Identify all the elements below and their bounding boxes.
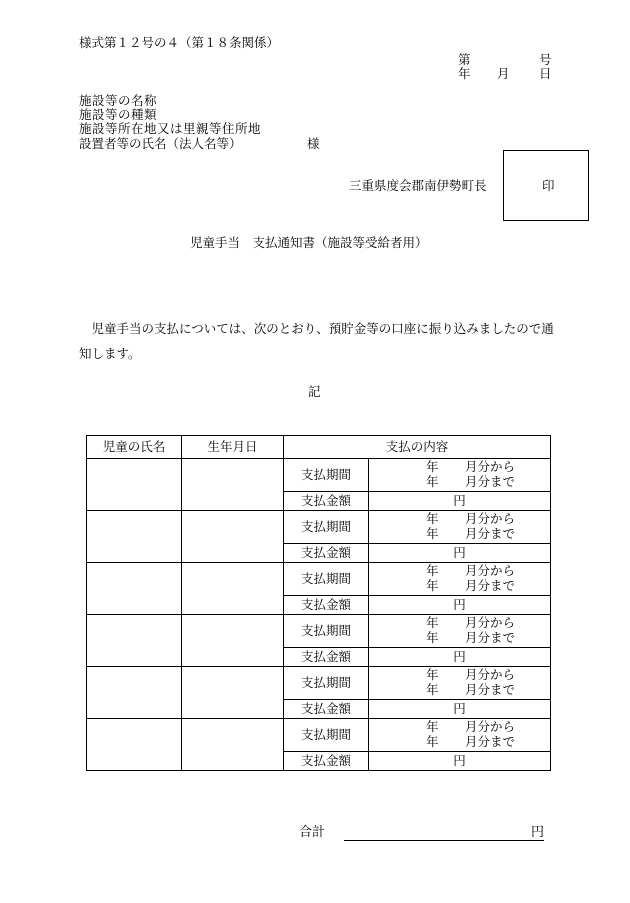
- period-to-text: 月分まで: [465, 682, 516, 697]
- period-from-text: 月分から: [465, 459, 516, 474]
- founder-name-label: 設置者等の氏名（法人名等）: [79, 136, 242, 151]
- child-name-cell: [87, 563, 182, 615]
- amount-value-cell: 円: [369, 752, 551, 771]
- header-payment-details: 支払の内容: [284, 436, 551, 459]
- period-from-text: 月分から: [465, 615, 516, 630]
- period-to-text: 月分まで: [465, 630, 516, 645]
- child-name-cell: [87, 511, 182, 563]
- period-from-year: 年: [426, 563, 439, 578]
- body-text: 児童手当の支払については、次のとおり、預貯金等の口座に振り込みましたので通知します。: [79, 321, 554, 361]
- period-from-text: 月分から: [465, 511, 516, 526]
- period-to-year: 年: [426, 578, 439, 593]
- payment-table: [86, 435, 551, 771]
- amount-value-cell: 円: [369, 648, 551, 667]
- form-number: 様式第１２号の４（第１８条関係）: [79, 35, 280, 50]
- child-name-cell: [87, 459, 182, 511]
- period-from-text: 月分から: [465, 719, 516, 734]
- period-range-cell: [369, 511, 551, 544]
- record-mark: 記: [308, 384, 321, 399]
- period-range-cell: [369, 667, 551, 700]
- period-from-year: 年: [426, 615, 439, 630]
- period-to-year: 年: [426, 630, 439, 645]
- birth-date-cell: [182, 667, 284, 719]
- child-name-cell: [87, 719, 182, 771]
- amount-value-cell: 円: [369, 492, 551, 511]
- date-day-label: 日: [539, 66, 552, 81]
- document-title: 児童手当 支払通知書（施設等受給者用）: [190, 235, 428, 250]
- total-amount-line: [344, 840, 544, 841]
- period-from-text: 月分から: [465, 563, 516, 578]
- seal-label: 印: [542, 178, 555, 193]
- period-from: [369, 460, 550, 475]
- amount-label: 支払金額: [284, 648, 369, 667]
- facility-name-label: 施設等の名称: [79, 93, 158, 108]
- amount-label: 支払金額: [284, 700, 369, 719]
- period-to-year: 年: [426, 526, 439, 541]
- period-label: 支払期間: [284, 459, 369, 492]
- period-label: 支払期間: [284, 615, 369, 648]
- birth-date-cell: [182, 615, 284, 667]
- seal-box: [503, 150, 589, 221]
- table-row: [87, 563, 551, 596]
- period-to-year: 年: [426, 474, 439, 489]
- period-to-year: 年: [426, 682, 439, 697]
- birth-date-cell: [182, 719, 284, 771]
- amount-label: 支払金額: [284, 752, 369, 771]
- doc-number-prefix: 第: [458, 52, 471, 67]
- amount-value-cell: 円: [369, 596, 551, 615]
- table-header-row: [87, 436, 551, 459]
- period-to: [369, 475, 550, 490]
- header-child-name: 児童の氏名: [87, 436, 182, 459]
- period-to: [369, 579, 550, 594]
- child-name-cell: [87, 615, 182, 667]
- period-range-cell: [369, 459, 551, 492]
- period-label: 支払期間: [284, 563, 369, 596]
- birth-date-cell: [182, 563, 284, 615]
- period-to: [369, 527, 550, 542]
- issuer-name: 三重県度会郡南伊勢町長: [349, 178, 487, 193]
- period-to-text: 月分まで: [465, 578, 516, 593]
- period-range-cell: [369, 719, 551, 752]
- period-range-cell: [369, 563, 551, 596]
- birth-date-cell: [182, 459, 284, 511]
- period-from: [369, 564, 550, 579]
- total-unit: 円: [531, 825, 545, 840]
- period-from-year: 年: [426, 719, 439, 734]
- period-from-text: 月分から: [465, 667, 516, 682]
- period-label: 支払期間: [284, 719, 369, 752]
- table-row: [87, 615, 551, 648]
- birth-date-cell: [182, 511, 284, 563]
- amount-label: 支払金額: [284, 492, 369, 511]
- period-to-text: 月分まで: [465, 474, 516, 489]
- header-birth-date: 生年月日: [182, 436, 284, 459]
- period-label: 支払期間: [284, 667, 369, 700]
- date-year-label: 年: [458, 66, 471, 81]
- honorific: 様: [307, 136, 320, 151]
- table-row: [87, 511, 551, 544]
- period-label: 支払期間: [284, 511, 369, 544]
- period-to: [369, 683, 550, 698]
- period-from: [369, 720, 550, 735]
- period-to-year: 年: [426, 734, 439, 749]
- amount-value-cell: 円: [369, 700, 551, 719]
- amount-label: 支払金額: [284, 596, 369, 615]
- period-to: [369, 631, 550, 646]
- period-from: [369, 668, 550, 683]
- period-to: [369, 735, 550, 750]
- table-row: [87, 459, 551, 492]
- period-from: [369, 512, 550, 527]
- period-from-year: 年: [426, 511, 439, 526]
- amount-value-cell: 円: [369, 544, 551, 563]
- table-row: [87, 719, 551, 752]
- table-row: [87, 667, 551, 700]
- facility-address-label: 施設等所在地又は里親等住所地: [79, 121, 262, 136]
- facility-type-label: 施設等の種類: [79, 107, 158, 122]
- period-to-text: 月分まで: [465, 734, 516, 749]
- total-label: 合計: [299, 825, 326, 840]
- period-from: [369, 616, 550, 631]
- date-month-label: 月: [497, 66, 510, 81]
- period-from-year: 年: [426, 667, 439, 682]
- period-to-text: 月分まで: [465, 526, 516, 541]
- amount-label: 支払金額: [284, 544, 369, 563]
- period-from-year: 年: [426, 459, 439, 474]
- child-name-cell: [87, 667, 182, 719]
- period-range-cell: [369, 615, 551, 648]
- doc-number-suffix: 号: [539, 52, 552, 67]
